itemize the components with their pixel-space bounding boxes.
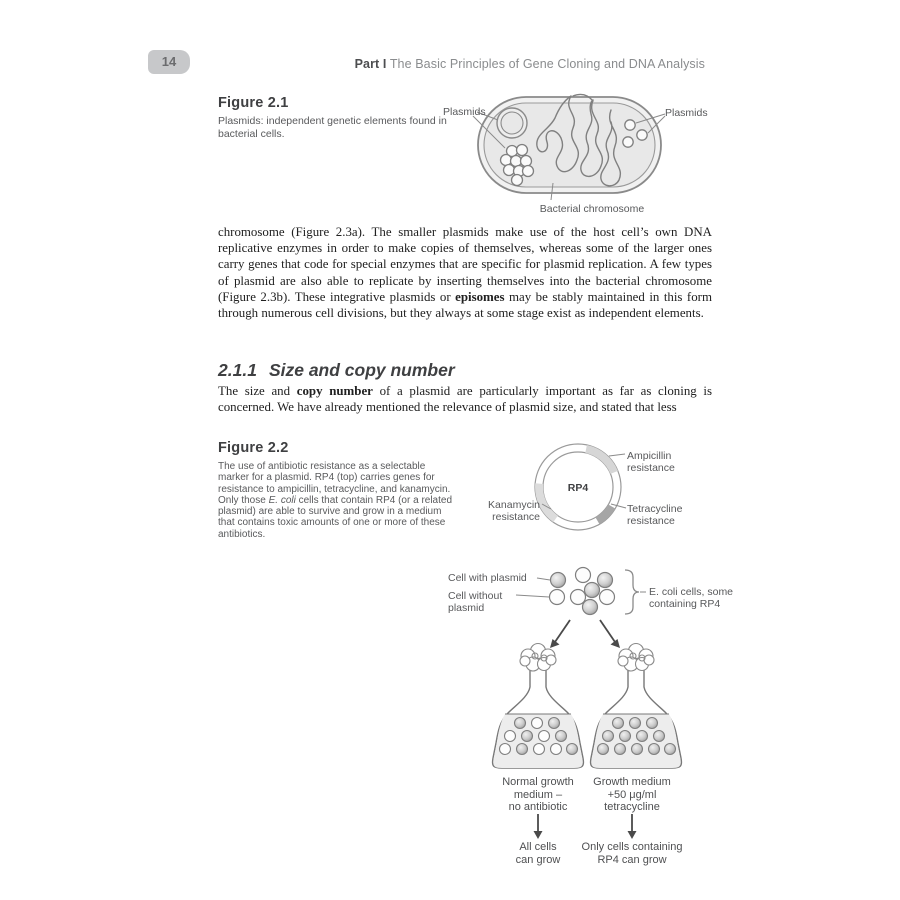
label-line: no antibiotic bbox=[508, 801, 568, 814]
page-number-tab: 14 bbox=[148, 50, 190, 74]
caption-text: cells that contain RP4 (or a related plasmid) are able to survive and grow in a medium that contains toxic amounts of one or more of these antibiotics. bbox=[218, 494, 453, 540]
label-line: Growth medium bbox=[593, 776, 671, 788]
cell-without-plasmid-label: Cell without bbox=[448, 590, 503, 602]
down-arrow-right bbox=[625, 814, 639, 839]
flask-right-result-label bbox=[557, 841, 707, 866]
paragraph-bold-copy-number: copy number bbox=[296, 384, 373, 398]
tetracycline-segment bbox=[598, 507, 612, 521]
bacterial-cell-diagram bbox=[433, 88, 713, 220]
running-header bbox=[355, 57, 705, 71]
running-header-part: Part I bbox=[354, 57, 387, 71]
figure-2-2-caption bbox=[218, 461, 456, 540]
paragraph-text: The size and bbox=[218, 384, 297, 398]
ampicillin-resistance-label-2: resistance bbox=[627, 462, 675, 474]
figure-2-1-caption: Plasmids: independent genetic elements found in bacterial cells. bbox=[218, 115, 447, 140]
flask-right bbox=[590, 644, 681, 769]
cell-group bbox=[550, 568, 615, 615]
label-line: +50 μg/ml bbox=[607, 788, 657, 801]
flask-right-medium-label bbox=[557, 776, 707, 814]
tetracycline-resistance-label-2: resistance bbox=[627, 515, 675, 527]
tetracycline-resistance-label: Tetracycline bbox=[627, 503, 683, 515]
label-line: medium – bbox=[513, 788, 563, 801]
running-header-title: The Basic Principles of Gene Cloning and DNA Analysis bbox=[389, 57, 705, 71]
bacterial-chromosome-label: Bacterial chromosome bbox=[539, 203, 645, 215]
caption-italic-ecoli: E. coli bbox=[268, 494, 296, 506]
down-arrow-left bbox=[531, 814, 545, 839]
plasmids-right-label: Plasmids bbox=[665, 107, 708, 119]
section-title: Size and copy number bbox=[268, 360, 455, 380]
rp4-plasmid-map bbox=[483, 438, 713, 553]
figure-2-1-title: Figure 2.1 bbox=[218, 95, 289, 111]
rp4-label: RP4 bbox=[567, 482, 589, 494]
large-plasmid bbox=[497, 108, 527, 138]
flask-left bbox=[492, 644, 583, 769]
paragraph-bold-episomes: episomes bbox=[455, 289, 505, 304]
figure-2-2-title: Figure 2.2 bbox=[218, 440, 289, 456]
label-line: can grow bbox=[515, 853, 561, 866]
label-line: Normal growth bbox=[502, 776, 574, 788]
plasmids-left-label: Plasmids bbox=[443, 106, 486, 118]
brace bbox=[625, 570, 639, 614]
body-paragraph-2 bbox=[218, 383, 712, 415]
kanamycin-resistance-label: Kanamycin bbox=[488, 499, 540, 511]
cotton-plug bbox=[520, 644, 556, 672]
label-line: tetracycline bbox=[604, 801, 660, 814]
label-line: RP4 can grow bbox=[597, 853, 667, 866]
section-heading-2-1-1 bbox=[218, 360, 455, 381]
body-paragraph-1 bbox=[218, 224, 712, 321]
ecoli-rest: cells, some bbox=[677, 586, 734, 598]
kanamycin-resistance-label-2: resistance bbox=[492, 511, 540, 523]
kanamycin-segment bbox=[539, 484, 556, 519]
ecoli-cells-label bbox=[649, 586, 733, 598]
paragraph-text: of a plasmid are particularly important as far as cloning is concerned. We have already mentioned the relevance of plasmid size, and stated that less bbox=[218, 384, 712, 415]
label-line: All cells bbox=[519, 841, 557, 853]
ampicillin-resistance-label: Ampicillin bbox=[627, 450, 672, 462]
cotton-plug bbox=[618, 644, 654, 672]
section-number: 2.1.1 bbox=[218, 360, 257, 380]
ecoli-italic: E. coli bbox=[649, 586, 678, 598]
paragraph-text: chromosome (Figure 2.3a). The smaller plasmids make use of the host cell’s own DNA replicative enzymes in order to make copies of themselves, whereas some of the larger ones carry genes that code for special enzymes that are specific for plasmid replication. A few types of plasmid are also able to replicate by inserting themselves into the bacterial chromosome (Figure 2.3b). These integrative plasmids or bbox=[218, 225, 712, 304]
cell-without-plasmid-label-2: plasmid bbox=[448, 602, 485, 614]
ecoli-cells-label-2: containing RP4 bbox=[649, 598, 721, 610]
label-line: Only cells containing bbox=[581, 841, 683, 853]
caption-text: The use of antibiotic resistance as a selectable marker for a plasmid. RP4 (top) carries genes for resistance to ampicillin, tetracycline, and kanamycin. Only those bbox=[218, 461, 451, 506]
cell-with-plasmid-label: Cell with plasmid bbox=[448, 572, 527, 584]
flasks-diagram bbox=[478, 643, 708, 783]
paragraph-text: may be stably maintained in this form through numerous cell divisions, but they always at some stage exist as independent elements. bbox=[218, 289, 712, 321]
